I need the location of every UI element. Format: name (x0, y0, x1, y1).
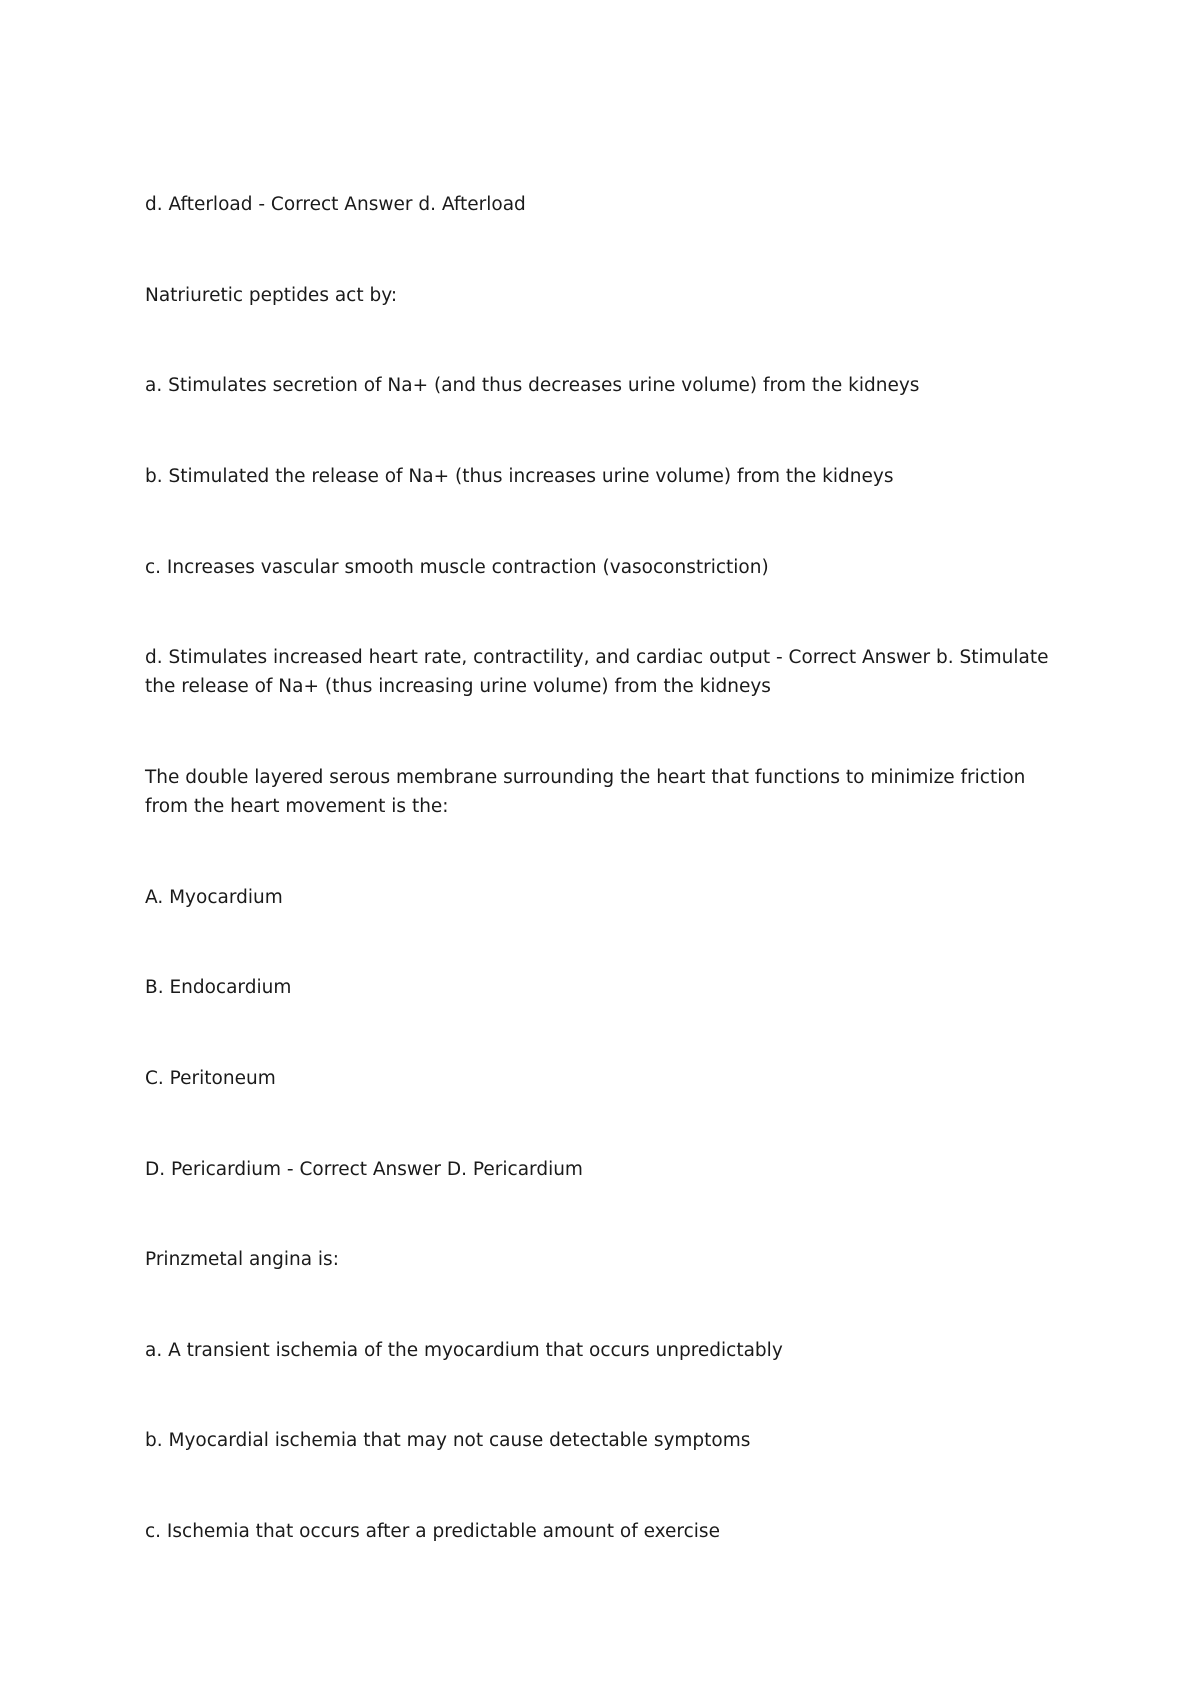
option-text: C. Peritoneum (145, 1068, 276, 1089)
option-text: a. A transient ischemia of the myocardium that occurs unpredictably (145, 1340, 783, 1361)
option-text: a. Stimulates secretion of Na+ (and thus decreases urine volume) from the kidneys (145, 375, 920, 396)
question-text: Prinzmetal angina is: (145, 1249, 339, 1270)
option-text: b. Myocardial ischemia that may not cause detectable symptoms (145, 1430, 751, 1451)
option-text: c. Ischemia that occurs after a predictable amount of exercise (145, 1521, 720, 1542)
answer-line: D. Pericardium - Correct Answer D. Pericardium (145, 1159, 583, 1180)
option-text: A. Myocardium (145, 887, 283, 908)
option-text: B. Endocardium (145, 977, 292, 998)
question-text: Natriuretic peptides act by: (145, 285, 398, 306)
question-text: The double layered serous membrane surrounding the heart that functions to minimize friction from the heart movement is the: (145, 767, 1026, 817)
option-with-answer-text: d. Stimulates increased heart rate, contractility, and cardiac output - Correct Answer b. Stimulate the release of Na+ (thus increasing urine volume) from the kidneys (145, 647, 1049, 697)
answer-line: d. Afterload - Correct Answer d. Afterload (145, 194, 526, 215)
option-text: c. Increases vascular smooth muscle contraction (vasoconstriction) (145, 557, 769, 578)
option-text: b. Stimulated the release of Na+ (thus increases urine volume) from the kidneys (145, 466, 894, 487)
